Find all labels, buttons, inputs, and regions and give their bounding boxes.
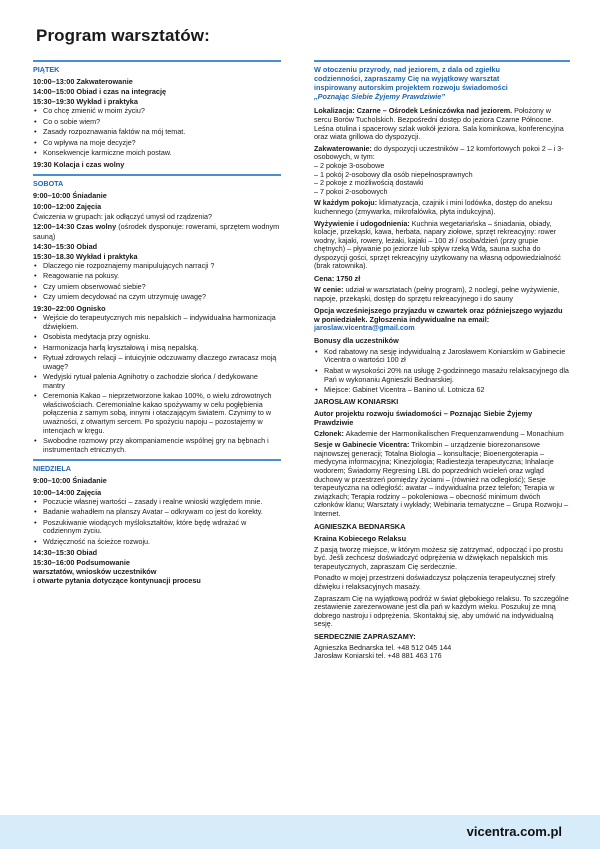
list-item: • Harmonizacja harfą kryształową i misą nepalską.	[33, 344, 281, 353]
jk-membership: Członek: Akademie der Harmonikalischen Frequenzanwendung – Monachium	[314, 428, 564, 438]
ab-paragraph: Ponadto w mojej przestrzeni doświadczysz połączenia terapeutycznej strefy dźwięku i relaksacyjnych masaży.	[314, 573, 556, 591]
bonus-title: Bonusy dla uczestników	[314, 335, 399, 345]
saturday-topics-list	[33, 262, 281, 302]
website-link[interactable]: vicentra.com.pl	[466, 824, 562, 839]
schedule-note: Ćwiczenia w grupach: jak odłączyć umysł od rządzenia?	[33, 211, 212, 221]
list-item: • Dlaczego nie rozpoznajemy manipulujących narracji ?	[33, 262, 281, 271]
list-item: • Rabat w wysokości 20% na usługę 2-godzinnego masażu relaksacyjnego dla Pań w wykonaniu Agnieszki Bednarskiej.	[314, 367, 570, 384]
contact-title: SERDECZNIE ZAPRASZAMY:	[314, 631, 416, 641]
page-title: Program warsztatów:	[36, 26, 210, 45]
contact-email-link[interactable]: jaroslaw.vicentra@gmail.com	[314, 323, 415, 333]
info-column	[314, 60, 570, 664]
schedule-line: 10:00–14:00 Zajęcia	[33, 487, 102, 497]
schedule-line: 12:00–14:30 Czas wolny (ośrodek dysponuje: rowerami, sprzętem wodnym sauną)	[33, 222, 280, 241]
room-info: W każdym pokoju: klimatyzacja, czajnik i mini lodówka, dostęp do aneksu kuchennego (zmywarka, mikrofalówka, płyta indukcyjna).	[314, 198, 553, 216]
schedule-line: warsztatów, wniosków uczestników	[33, 567, 157, 577]
list-item: • Poszukiwanie wiodących myślokształtów, które będę wdrażać w codziennym życiu.	[33, 519, 281, 536]
ab-name: AGNIESZKA BEDNARSKA	[314, 521, 406, 531]
schedule-line: 9:00–10:00 Śniadanie	[33, 476, 107, 486]
list-item: • Wedyjski rytuał palenia Agnihotry o zachodzie słońca / dedykowane mantry	[33, 373, 281, 390]
schedule-line: 15:30–18.30 Wykład i praktyka	[33, 251, 138, 261]
list-item: • Wejście do terapeutycznych mis nepalskich – indywidualna harmonizacja dźwiękiem.	[33, 314, 281, 331]
food-info: Wyżywienie i udogodnienia: Kuchnia wegetariańska – śniadania, obiady, kolacje, przekąski, kawa, herbata, napary ziołowe, sprzęt rekreacyjny: rower wodny, kajaki, rowery, leżaki, kajaki – 100 zł / osoba/dzień (przy grupie chętnych) – pływanie po jeziorze lub spływ rzeką Wdą, sauna sucha do dyspozycji gości, sprzęt rekreacyjny użytkowany na własną odpowiedzialność (brak ratownika).	[314, 218, 561, 271]
list-item: • Konsekwencje karmiczne moich postaw.	[33, 149, 281, 158]
bonfire-activities-list	[33, 314, 281, 454]
schedule-line: 15:30–19:30 Wykład i praktyka	[33, 97, 138, 107]
schedule-line: 15:30–16:00 Podsumowanie	[33, 558, 130, 568]
list-item: • Co chcę zmienić w moim życiu?	[33, 107, 281, 116]
schedule-line: 10:00–13:00 Zakwaterowanie	[33, 77, 133, 86]
ab-paragraph: Zapraszam Cię na wyjątkową podróż w świat głębokiego relaksu. To szczególne zestawienie zarezerwowane jest dla pań w każdym wieku. Poszukuj ze mną dobrego nastroju i odprężenia. Skontaktuj się, aby umówić na indywidualną sesję.	[314, 593, 569, 629]
contact-phones: Agnieszka Bednarska tel. +48 512 045 144 Jarosław Koniarski tel. +48 881 463 176	[314, 642, 452, 661]
schedule-line: 9:00–10:00 Śniadanie	[33, 191, 107, 201]
list-item: • Rytuał zdrowych relacji – intuicyjnie odczuwamy dlaczego zwracasz moją uwagę?	[33, 354, 281, 371]
jk-role: Autor projektu rozwoju świadomości – Poznając Siebie Żyjemy Prawdziwie	[314, 408, 533, 427]
schedule-line: 14:30–15:30 Obiad	[33, 241, 98, 251]
day-heading-friday: PIĄTEK	[33, 65, 60, 74]
list-item: • Czy umiem obserwować siebie?	[33, 283, 281, 292]
sunday-topics-list	[33, 498, 281, 547]
saturday-section	[33, 174, 281, 454]
schedule-line: 19:30–22:00 Ognisko	[33, 303, 106, 313]
booking-info: Opcja wcześniejszego przyjazdu w czwartek oraz późniejszego wyjazdu w poniedziałek. Zgłoszenia indywidualne na email:	[314, 306, 563, 325]
list-item: • Co o sobie wiem?	[33, 118, 281, 127]
jk-name: JAROSŁAW KONIARSKI	[314, 396, 399, 406]
footer-bar	[0, 815, 600, 849]
list-item: • Co wpływa na moje decyzje?	[33, 139, 281, 148]
friday-topics-list	[33, 107, 281, 158]
ab-paragraph: Z pasją tworzę miejsce, w którym możesz się zatrzymać, odpocząć i po prostu być. Jeśli zechcesz doświadczyć odprężenia w dźwiękach nepalskich mis terapeutycznych, zapraszam Cię serdecznie.	[314, 544, 563, 571]
includes-info: W cenie: udział w warsztatach (pełny program), 2 noclegi, pełne wyżywienie, napoje, przekąski, dostęp do sprzętu rekreacyjnego i do sauny	[314, 285, 560, 303]
day-heading-saturday: SOBOTA	[33, 179, 64, 189]
list-item: • Zasady rozpoznawania faktów na mój temat.	[33, 128, 281, 137]
day-heading-sunday: NIEDZIELA	[33, 464, 71, 474]
list-item: • Miejsce: Gabinet Vicentra – Banino ul. Lotnicza 62	[314, 386, 570, 395]
jk-sessions: Sesje w Gabinecie Vicentra: Trikombin – urządzenie biorezonansowe najnowszej generacji; Totalna Biologia – konsultacje; Bioenergoterapia – medycyna informacyjna; Kinezjologia; Radiestezja terapeutyczna; Inhalacje wodorem; Świadomy Regresing LBL do poprzednich wcieleń oraz wgląd duchowy w przestrzeń pomiędzy życiami – (również na odległość); Sesje terapeutyczna na odległość: awatar – indywidualna przez telefon; Terapia w związkach; Terapia rodziny – pokoleniowa – obecność minimum dwóch członków klanu; Warsztaty i wykłady; Webinaria tematyczne – Grupa Rozwoju – Internet.	[314, 440, 569, 518]
list-item: • Kod rabatowy na sesję indywidualną z Jarosławem Koniarskim w Gabinecie Vicentra o wartości 100 zł	[314, 348, 570, 365]
sunday-section	[33, 459, 281, 585]
schedule-line: i otwarte pytania dotyczące kontynuacji procesu	[33, 576, 201, 586]
list-item: • Wdzięczność na ścieżce rozwoju.	[33, 538, 281, 547]
schedule-line: 10:00–12:00 Zajęcia	[33, 202, 102, 212]
list-item: • Poczucie własnej wartości – zasady i realne wnioski względem mnie.	[33, 498, 281, 507]
bonus-list	[314, 348, 570, 395]
location-info: Lokalizacja: Czarne – Ośrodek Leśniczówka nad jeziorem. Położony w sercu Borów Tucholskich. Bezpośredni dostęp do jeziora Czarne Północne. Leśna otulina i spacerowy szlak wokół jeziora. Sala kominkowa, konferencyjna oraz wiata grillowa do dyspozycji.	[314, 106, 564, 142]
list-item: • Reagowanie na pokusy.	[33, 272, 281, 281]
list-item: • Czy umiem decydować na czym utrzymuję uwagę?	[33, 293, 281, 302]
list-item: • Swobodne rozmowy przy akompaniamencie wspólnej gry na bębnach i instrumentach etnicznych.	[33, 437, 281, 454]
intro-text: W otoczeniu przyrody, nad jeziorem, z dala od zgiełku codzienności, zapraszamy Cię na wyjątkowy warsztat inspirowany autorskim projektem rozwoju świadomości „Poznając Siebie Żyjemy Prawdziwie”	[314, 60, 570, 101]
list-item: • Ceremonia Kakao – nieprzetworzone kakao 100%, o wielu zdrowotnych właściwościach. Ceremonialne kakao spożywamy w celu pogłębienia połączenia z samym sobą, innymi i otaczającym światem. Czynimy to w uważności, z otwartym sercem. Po spożyciu napoju – pozostajemy w intencjach w kręgu.	[33, 392, 281, 435]
schedule-line: 14:30–15:30 Obiad	[33, 548, 98, 558]
program-column	[33, 60, 281, 590]
friday-section	[33, 60, 281, 169]
lodging-info: Zakwaterowanie: do dyspozycji uczestników – 12 komfortowych pokoi 2 – i 3-osobowych, w tym: – 2 pokoje 3-osobowe – 1 pokój 2-osobowy dla osób niepełnosprawnych – 2 pokoje z możliwością dostawki – 7 pokoi 2-osobowych	[314, 143, 564, 196]
schedule-line: 14:00–15:00 Obiad i czas na integrację	[33, 87, 167, 97]
price: Cena: 1750 zł	[314, 274, 361, 284]
list-item: • Osobista medytacja przy ognisku.	[33, 333, 281, 342]
list-item: • Badanie wahadłem na planszy Avatar – odkrywam co jest do korekty.	[33, 508, 281, 517]
ab-role: Kraina Kobiecego Relaksu	[314, 533, 407, 543]
schedule-line: 19:30 Kolacja i czas wolny	[33, 159, 125, 169]
